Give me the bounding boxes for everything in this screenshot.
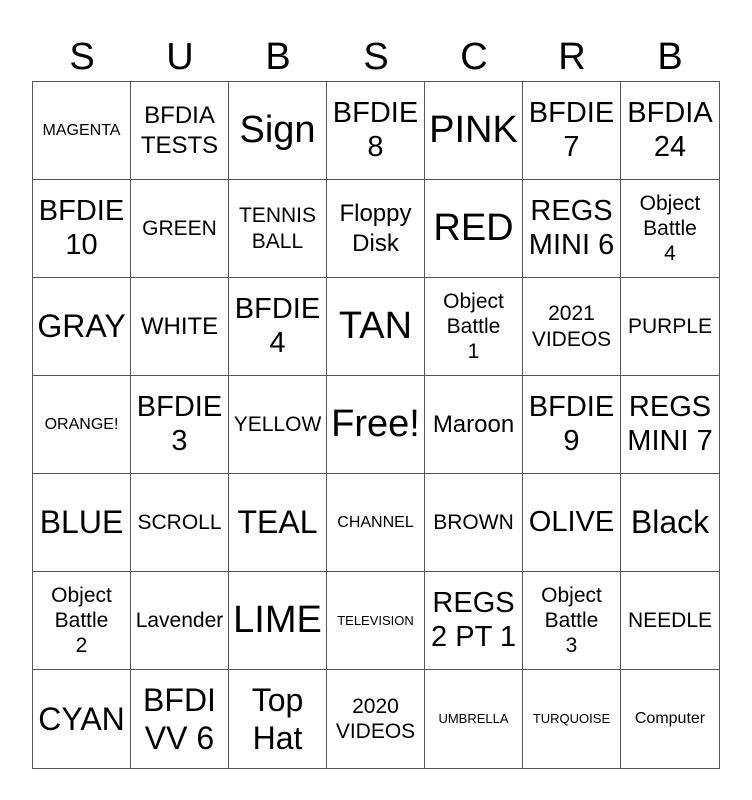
bingo-cell[interactable]: WHITE [131, 278, 229, 376]
bingo-cell[interactable]: Object Battle 4 [621, 180, 719, 278]
bingo-cell[interactable]: RED [425, 180, 523, 278]
bingo-cell[interactable]: LIME [229, 572, 327, 670]
bingo-cell[interactable]: REGS 2 PT 1 [425, 572, 523, 670]
bingo-cell[interactable]: OLIVE [523, 474, 621, 572]
bingo-cell[interactable]: BFDIE 10 [33, 180, 131, 278]
bingo-cell[interactable]: Top Hat [229, 670, 327, 768]
bingo-cell[interactable]: ORANGE! [33, 376, 131, 474]
bingo-cell[interactable]: Maroon [425, 376, 523, 474]
bingo-cell[interactable]: Computer [634, 710, 706, 728]
bingo-cell[interactable]: 2021 VIDEOS [523, 278, 621, 376]
bingo-cell[interactable]: BFDI VV 6 [131, 670, 229, 768]
bingo-cell[interactable]: TAN [327, 278, 425, 376]
bingo-cell[interactable]: REGS MINI 7 [621, 376, 719, 474]
header-letter: R [558, 36, 586, 78]
bingo-cell[interactable]: BFDIE 7 [523, 82, 621, 180]
header-letter: U [166, 36, 194, 78]
bingo-cell[interactable]: BLUE [33, 474, 131, 572]
bingo-cell[interactable]: 2020 VIDEOS [327, 670, 425, 768]
bingo-cell[interactable]: GRAY [33, 278, 131, 376]
bingo-cell[interactable]: Lavender [131, 572, 229, 670]
bingo-cell[interactable]: BFDIE 4 [229, 278, 327, 376]
bingo-cell[interactable]: GREEN [131, 180, 229, 278]
bingo-cell[interactable]: CHANNEL [327, 474, 425, 572]
bingo-cell[interactable]: BFDIE 3 [131, 376, 229, 474]
bingo-cell[interactable]: Sign [229, 82, 327, 180]
bingo-cell[interactable]: NEEDLE [621, 572, 719, 670]
bingo-cell[interactable]: BFDIE 8 [327, 82, 425, 180]
bingo-cell[interactable]: MAGENTA [33, 82, 131, 180]
bingo-cell[interactable]: BFDIA TESTS [131, 82, 229, 180]
bingo-cell[interactable]: BFDIE 9 [523, 376, 621, 474]
bingo-cell[interactable]: UMBRELLA [425, 670, 523, 768]
bingo-cell[interactable]: Object Battle 1 [425, 278, 523, 376]
bingo-cell[interactable]: CYAN [33, 670, 131, 768]
bingo-cell[interactable]: Free! [327, 376, 425, 474]
bingo-cell[interactable]: TEAL [229, 474, 327, 572]
bingo-cell[interactable]: TURQUOISE [523, 670, 621, 768]
bingo-cell[interactable]: Floppy Disk [327, 180, 425, 278]
bingo-cell[interactable]: TELEVISION [327, 572, 425, 670]
bingo-cell[interactable]: YELLOW [229, 376, 327, 474]
header-letter: B [265, 36, 291, 78]
bingo-cell[interactable]: PURPLE [621, 278, 719, 376]
bingo-cell[interactable]: Black [621, 474, 719, 572]
bingo-cell[interactable]: BFDIA 24 [621, 82, 719, 180]
bingo-cell[interactable]: BROWN [425, 474, 523, 572]
bingo-header [33, 34, 719, 80]
bingo-cell[interactable]: PINK [425, 82, 523, 180]
bingo-cell[interactable]: Object Battle 3 [523, 572, 621, 670]
bingo-cell[interactable]: REGS MINI 6 [523, 180, 621, 278]
header-letter: S [363, 36, 389, 78]
bingo-cell[interactable]: TENNIS BALL [229, 180, 327, 278]
bingo-cell[interactable]: SCROLL [131, 474, 229, 572]
bingo-card-grid [32, 81, 720, 769]
bingo-cell[interactable]: Object Battle 2 [33, 572, 131, 670]
header-letter: C [460, 36, 488, 78]
header-letter: S [69, 36, 95, 78]
header-letter: B [657, 36, 683, 78]
